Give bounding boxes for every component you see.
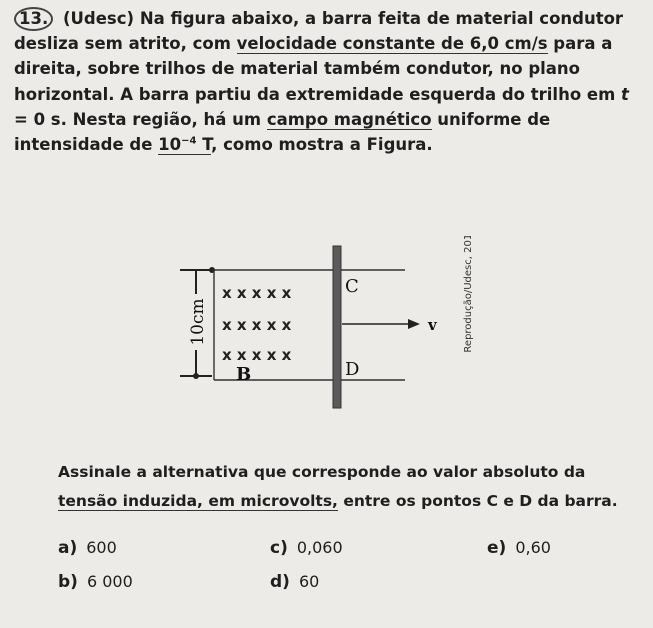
- option-c[interactable]: [270, 538, 343, 558]
- label-c: C: [345, 276, 359, 297]
- question-part2: para a direita, sobre trilhos de material também condutor, no plano horizontal. A barra partiu da extremidade esquerda do trilho em: [14, 34, 622, 104]
- option-e[interactable]: [487, 538, 551, 558]
- time-equation: = 0 s. Nesta região, há um: [14, 109, 267, 129]
- label-b: B: [236, 364, 252, 385]
- time-variable: t: [621, 84, 629, 104]
- option-a[interactable]: [58, 538, 117, 558]
- option-e-value: 0,60: [515, 538, 551, 557]
- rail-figure: [0, 236, 653, 436]
- velocity-highlight: velocidade constante de 6,0 cm/s: [236, 34, 548, 54]
- option-d[interactable]: [270, 572, 319, 592]
- option-c-letter: c): [270, 538, 288, 558]
- label-v: v: [428, 316, 437, 334]
- question-text: [14, 6, 644, 157]
- option-a-letter: a): [58, 538, 78, 558]
- prompt-text: [58, 458, 648, 516]
- option-e-letter: e): [487, 538, 507, 558]
- question-part1: Na figura abaixo, a barra feita de material condutor desliza sem atrito, com: [14, 9, 624, 54]
- field-exponent: −4: [181, 135, 197, 147]
- question-part3: uniforme de intensidade de: [14, 109, 551, 155]
- option-b[interactable]: [58, 572, 133, 592]
- prompt-highlight: tensão induzida, em microvolts,: [58, 492, 338, 510]
- question-source: (Udesc): [62, 9, 135, 28]
- field-highlight: campo magnético: [266, 109, 432, 129]
- field-base: 10: [158, 135, 182, 155]
- option-b-value: 6 000: [86, 572, 133, 591]
- dimension-label: 10cm: [188, 298, 208, 346]
- prompt-part2: entre os pontos C e D da barra.: [337, 492, 618, 510]
- image-credit: Reprodução/Udesc, 2018: [463, 236, 474, 353]
- question-part4: , como mostra a Figura.: [211, 135, 433, 155]
- velocity-arrow-head: [408, 319, 420, 329]
- question-number: 13.: [14, 7, 53, 31]
- option-d-letter: d): [270, 572, 290, 592]
- label-d: D: [345, 359, 360, 380]
- field-row-1: x x x x x: [222, 284, 292, 302]
- field-unit: T: [196, 135, 212, 155]
- prompt-part1: Assinale a alternativa que corresponde ao valor absoluto da: [58, 463, 586, 481]
- field-row-2: x x x x x: [222, 316, 292, 334]
- option-c-value: 0,060: [296, 538, 343, 557]
- dimension-dot-bottom: [193, 373, 199, 379]
- sliding-bar: [333, 246, 341, 408]
- field-row-3: x x x x x: [222, 346, 292, 364]
- rail-diagram: [0, 236, 653, 436]
- option-d-value: 60: [298, 572, 320, 591]
- option-b-letter: b): [58, 572, 78, 592]
- field-value: [158, 135, 211, 155]
- option-a-value: 600: [86, 538, 117, 557]
- question-block: [14, 6, 644, 157]
